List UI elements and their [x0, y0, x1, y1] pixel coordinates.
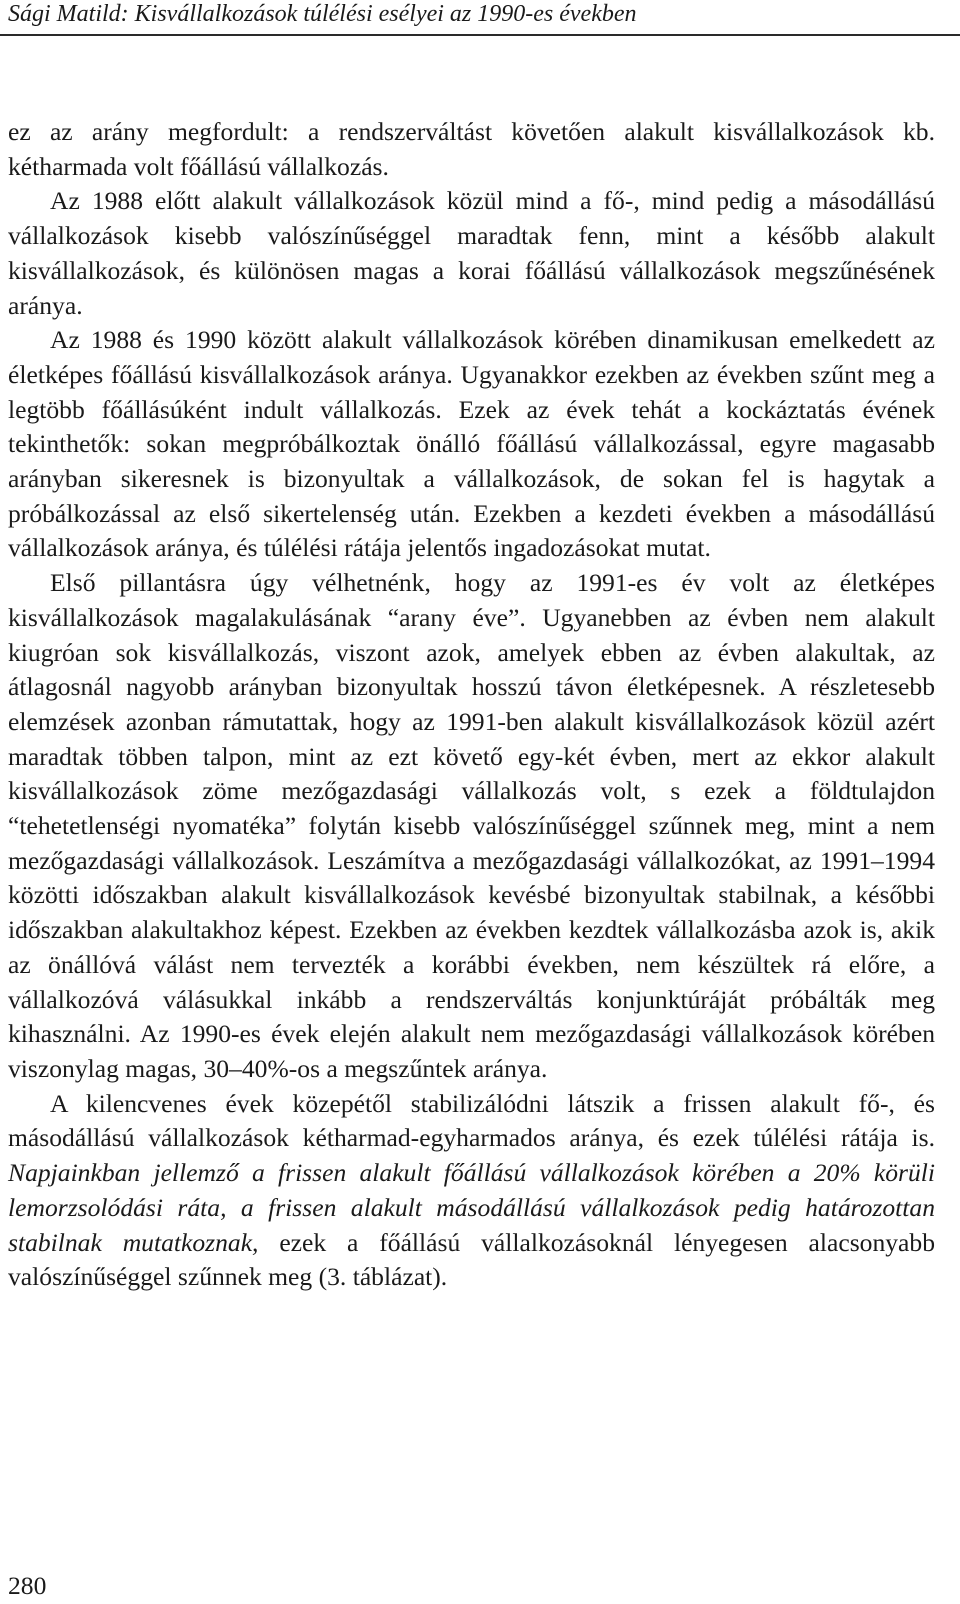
- running-header: Sági Matild: Kisvállalkozások túlélési esélyei az 1990-es években: [8, 1, 637, 27]
- paragraph-continued: ez az arány megfordult: a rendszerváltást követően alakult kisvállalkozások kb. kétharmada volt főállású vállalkozás.: [8, 117, 935, 181]
- header-rule: [0, 34, 960, 36]
- paragraph-mid-nineties: [8, 1087, 935, 1295]
- paragraph-text-italic: Napjainkban jellemző a frissen alakult főállású vállalkozások körében a 20% körüli lemorzsolódási ráta, a frissen alakult másodállású vállalkozások pedig határozottan stabilnak mutatkoznak,: [8, 1158, 935, 1257]
- paragraph-text-after: ezek a főállású vállalkozásoknál lényegesen alacsonyabb valószínűséggel szűnnek meg (3. táblázat).: [8, 1227, 935, 1292]
- paragraph-1988-1990: Az 1988 és 1990 között alakult vállalkozások körében dinamikusan emelkedett az életképes főállású kisvállalkozások aránya. Ugyanakkor ezekben az években szűnt meg a legtöbb főállásúként indult vállalkozás. Ezek az évek tehát a kockáztatás évének tekinthetők: sokan megpróbálkoztak önálló főállású vállalkozással, egyre magasabb arányban sikeresnek is bizonyultak a vállalkozások, de sokan fel is hagytak a próbálkozással az első sikertelenség után. Ezekben a kezdeti években a másodállású vállalkozások aránya, és túlélési rátája jelentős ingadozásokat mutat.: [8, 325, 935, 563]
- body-text: [8, 115, 935, 1295]
- page-number: 280: [8, 1571, 47, 1600]
- paragraph-text-before: A kilencvenes évek közepétől stabilizálódni látszik a frissen alakult fő-, és másodállású vállalkozások kétharmad-egyharmados aránya, és ezek túlélési rátája is.: [8, 1088, 935, 1153]
- paragraph-1991: Első pillantásra úgy vélhetnénk, hogy az 1991-es év volt az életképes kisvállalkozások magalakulásának “arany éve”. Ugyanebben az évben nem alakult kiugróan sok kisvállalkozás, viszont azok, amelyek ebben az évben alakultak, az átlagosnál nagyobb arányban bizonyultak hosszú távon életképesnek. A részletesebb elemzések azonban rámutattak, hogy az 1991-ben alakult kisvállalkozások közül azért maradtak többen talpon, mint az ezt követő egy-két évben, mert az ekkor alakult kisvállalkozások zöme mezőgazdasági vállalkozás volt, s ezek a földtulajdon “tehetetlenségi nyomatéka” folytán kisebb valószínűséggel szűnnek meg, mint a nem mezőgazdasági vállalkozások. Leszámítva a mezőgazdasági vállalkozókat, az 1991–1994 közötti időszakban alakult kisvállalkozások kevésbé bizonyultak stabilnak, a későbbi időszakban alakultakhoz képest. Ezekben az években kezdtek vállalkozásba azok is, akik az önállóvá válást nem tervezték a korábbi években, nem készültek rá előre, a vállalkozóvá válásukkal inkább a rendszerváltás konjunktúráját próbálták meg kihasználni. Az 1990-es évek elején alakult nem mezőgazdasági vállalkozások körében viszonylag magas, 30–40%-os a megszűntek aránya.: [8, 568, 935, 1083]
- paragraph-early-businesses: Az 1988 előtt alakult vállalkozások közül mind a fő-, mind pedig a másodállású vállalkozások kisebb valószínűséggel maradtak fenn, mint a később alakult kisvállalkozások, és különösen magas a korai főállású vállalkozások megszűnésének aránya.: [8, 186, 935, 320]
